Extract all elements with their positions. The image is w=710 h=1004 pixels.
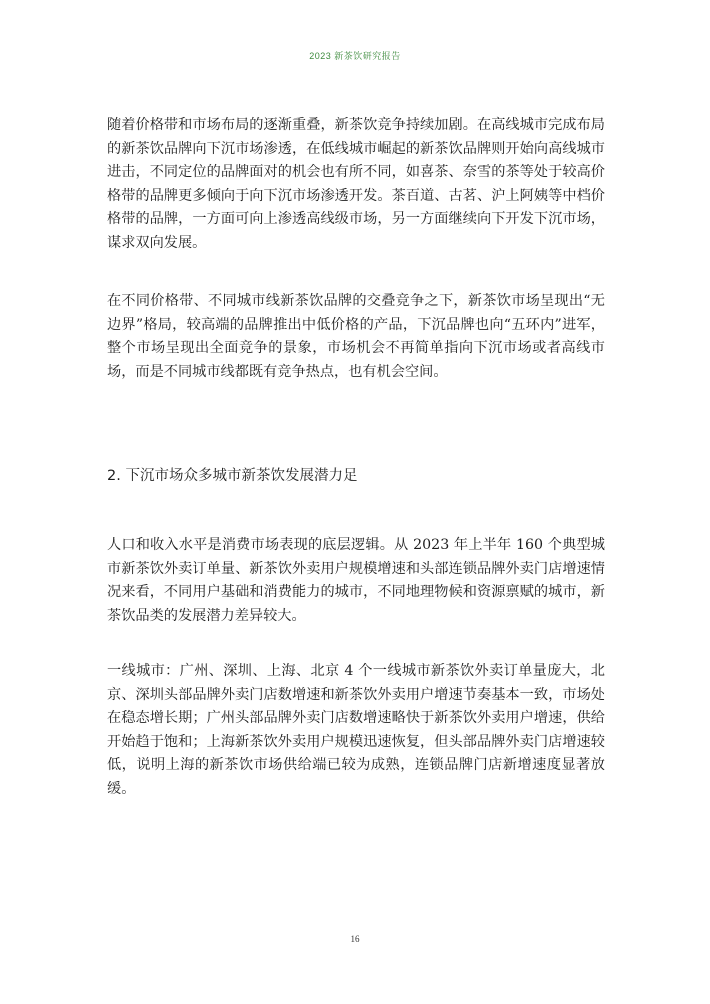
page-number: 16: [350, 934, 360, 944]
section-heading: 2. 下沉市场众多城市新茶饮发展潜力足: [107, 468, 358, 484]
report-header-title: 2023 新茶饮研究报告: [309, 51, 401, 61]
paragraph-population-income: 人口和收入水平是消费市场表现的底层逻辑。从 2023 年上半年 160 个典型城市新茶饮外卖订单量、新茶饮外卖用户规模增速和头部连锁品牌外卖门店增速情况来看，不同用户基础和消费能力的城市，不同地理物候和资源禀赋的城市，新茶饮品类的发展潜力差异较大。: [107, 537, 605, 624]
paragraph-price-band-competition: 随着价格带和市场布局的逐渐重叠，新茶饮竞争持续加剧。在高线城市完成布局的新茶饮品牌向下沉市场渗透，在低线城市崛起的新茶饮品牌则开始向高线城市进击，不同定位的品牌面对的机会也有所不同，如喜茶、奈雪的茶等处于较高价格带的品牌更多倾向于向下沉市场渗透开发。茶百道、古茗、沪上阿姨等中档价格带的品牌，一方面可向上渗透高线级市场，另一方面继续向下开发下沉市场，谋求双向发展。: [107, 117, 605, 251]
paragraph-borderless-market: 在不同价格带、不同城市线新茶饮品牌的交叠竞争之下，新茶饮市场呈现出“无边界”格局，较高端的品牌推出中低价格的产品，下沉品牌也向“五环内”进军，整个市场呈现出全面竞争的景象，市场机会不再简单指向下沉市场或者高线市场，而是不同城市线都既有竞争热点，也有机会空间。: [107, 293, 605, 380]
paragraph-tier1-cities: 一线城市：广州、深圳、上海、北京 4 个一线城市新茶饮外卖订单量庞大，北京、深圳头部品牌外卖门店数增速和新茶饮外卖用户增速节奏基本一致，市场处在稳态增长期；广州头部品牌外卖门店数增速略快于新茶饮外卖用户增速，供给开始趋于饱和；上海新茶饮外卖用户规模迅速恢复，但头部品牌外卖门店增速较低，说明上海的新茶饮市场供给端已较为成熟，连锁品牌门店新增速度显著放缓。: [107, 663, 605, 797]
